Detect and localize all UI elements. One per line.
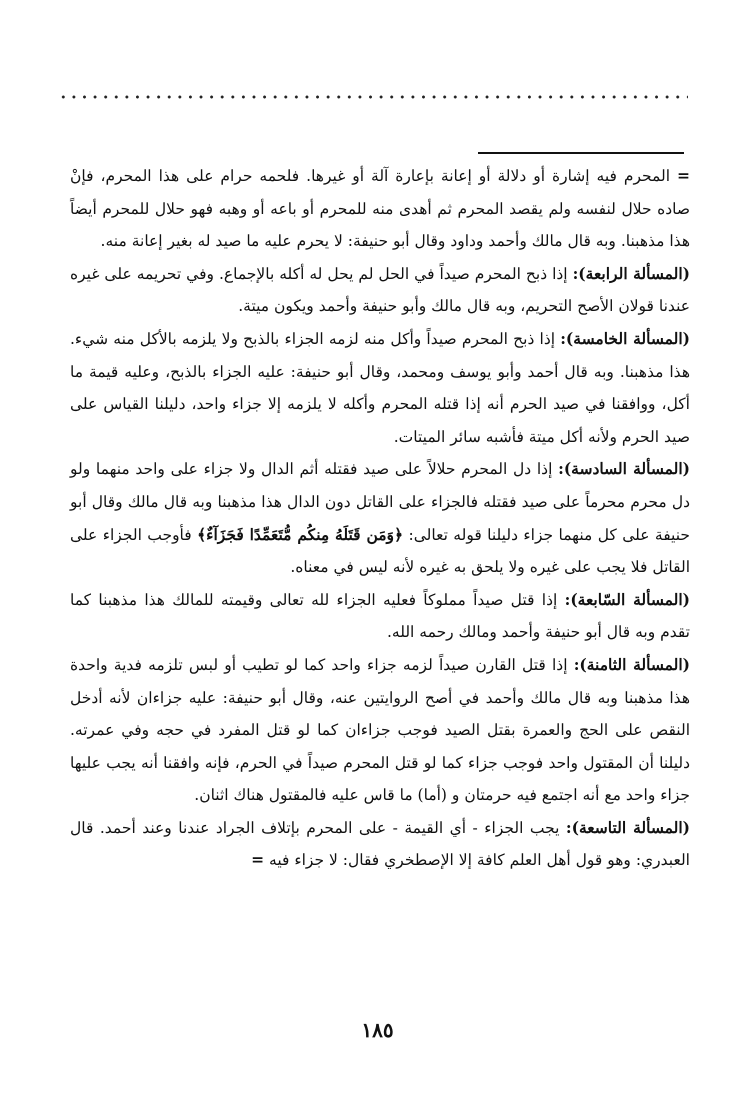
quran-verse: ﴿وَمَن قَتَلَهُ مِنكُم مُّتَعَمِّدًا فَجَزَآءٌ﴾	[197, 524, 404, 544]
paragraph-issue-5	[70, 323, 690, 453]
issue-heading: (المسألة السادسة):	[558, 459, 690, 479]
issue-heading: (المسألة الرابعة):	[572, 263, 690, 283]
continuation-mark: =	[677, 166, 690, 185]
paragraph-issue-6	[70, 453, 690, 583]
paragraph-text: إذا قتل القارن صيداً لزمه جزاء واحد كما لو تطيب أو لبس تلزمه فدية واحدة هذا مذهبنا وبه قال مالك وأحمد في أصح الروايتين عنه، وقال أبو حنيفة: عليه جزاءان لأنه أدخل النقص على الحج والعمرة بقتل الصيد فوجب جزاءان كما لو قتل المفرد في حجه وفي عمرته. دليلنا أن المقتول واحد فوجب جزاء كما لو قتل المحرم صيداً في الحرم، فإنه وافقنا أنه يجب عليها جزاء واحد مع أنه اجتمع فيه حرمتان و (أما) ما قاس عليه فالمقتول هناك اثنان.	[70, 655, 690, 805]
continuation-end-mark: =	[251, 850, 265, 870]
paragraph-issue-9	[70, 812, 690, 877]
issue-heading: (المسألة الثامنة):	[573, 654, 690, 674]
commentary-body	[70, 160, 690, 877]
paragraph-text: إذا دل المحرم حلالاً على صيد فقتله أثم الدال ولا جزاء على واحد منهما ولو دل محرم محرماً على صيد فقتله فالجزاء على القاتل دون الدال هذا مذهبنا وبه قال مالك وقال أبو حنيفة على كل منهما جزاء دليلنا قوله تعالى:	[70, 460, 690, 544]
paragraph-text: إذا ذبح المحرم صيداً وأكل منه لزمه الجزاء بالذبح ولا يلزمه بالأكل منه شيء. هذا مذهبنا. وبه قال أحمد وأبو يوسف ومحمد، وقال أبو حنيفة: عليه الجزاء بالذبح، وعليه قيمة ما أكل، ووافقنا في صيد الحرم أنه إذا قتله المحرم وأكله لا يلزمه إلا جزاء واحد، دليلنا القياس على صيد الحرم ولأنه أكل ميتة فأشبه سائر الميتات.	[70, 329, 690, 446]
issue-heading: (المسألة السّابعة):	[564, 589, 690, 609]
paragraph-text: إذا قتل صيداً مملوكاً فعليه الجزاء لله تعالى وقيمته للمالك هذا مذهبنا كما تقدم وبه قال أبو حنيفة وأحمد ومالك رحمه الله.	[70, 590, 690, 642]
issue-heading: (المسألة التاسعة):	[565, 817, 690, 837]
paragraph-continuation	[70, 160, 690, 258]
paragraph-issue-4	[70, 258, 690, 323]
page-number: ١٨٥	[361, 1018, 394, 1042]
paragraph-issue-8	[70, 649, 690, 812]
paragraph-text: فأوجب الجزاء على القاتل فلا يجب على غيره ولا يلحق به غيره لأنه ليس في معناه.	[70, 525, 690, 577]
paragraph-text: إذا ذبح المحرم صيداً في الحل لم يحل له أكله بالإجماع. وفي تحريمه على غيره عندنا قولان الأصح التحريم، وبه قال مالك وأبو حنيفة وأحمد ويكون ميتة.	[70, 264, 690, 316]
paragraph-issue-7	[70, 584, 690, 649]
issue-heading: (المسألة الخامسة):	[560, 328, 690, 348]
footnote-rule	[478, 152, 684, 154]
dotted-separator	[58, 94, 688, 100]
paragraph-text: المحرم فيه إشارة أو دلالة أو إعانة بإعارة آلة أو غيرها. فلحمه حرام على هذا المحرم، فإنْ صاده حلال لنفسه ولم يقصد المحرم ثم أهدى منه للمحرم أو باعه أو وهبه فهو حلال للمحرم أيضاً هذا مذهبنا. وبه قال مالك وأحمد وداود وقال أبو حنيفة: لا يحرم عليه ما صيد له بغير إعانة منه.	[70, 167, 690, 251]
paragraph-text: يجب الجزاء - أي القيمة - على المحرم بإتلاف الجراد عندنا وعند أحمد. قال العبدري: وهو قول أهل العلم كافة إلا الإصطخري فقال: لا جزاء فيه	[70, 818, 690, 870]
